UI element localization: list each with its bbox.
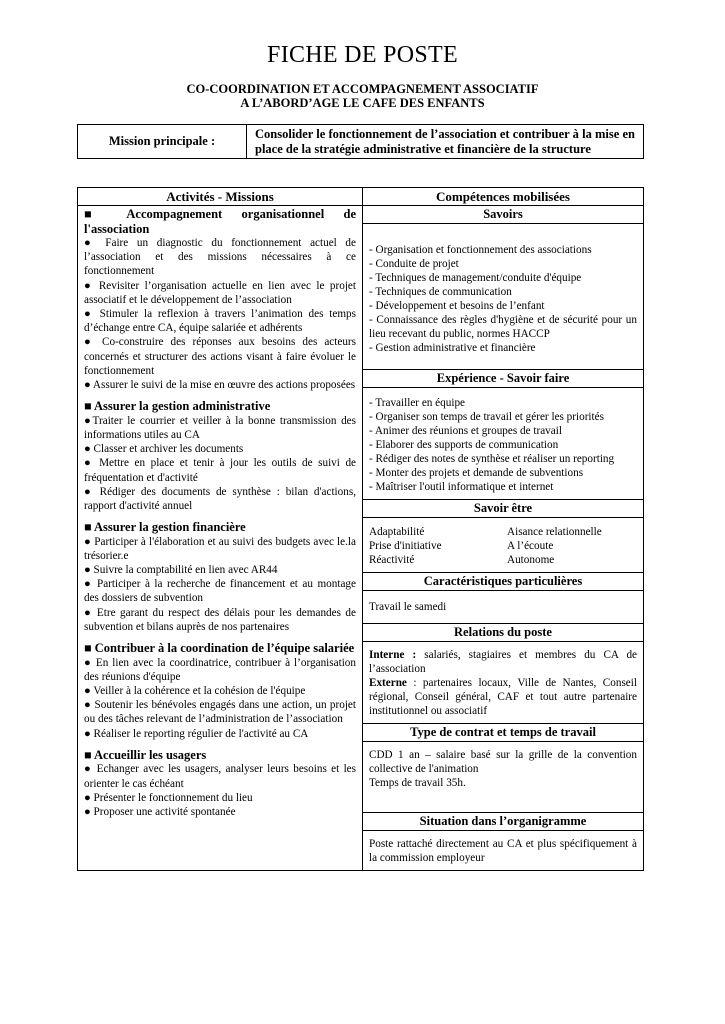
- savoir-etre-grid: [363, 518, 643, 572]
- competences-header: Compétences mobilisées: [363, 188, 643, 206]
- relations-externe: [369, 676, 637, 718]
- contrat-line: CDD 1 an – salaire basé sur la grille de la convention collective de l'animation: [369, 749, 637, 775]
- activity-item: ● Rédiger des documents de synthèse : bilan d'actions, rapport d'activité annuel: [84, 485, 356, 512]
- organigramme-header: Situation dans l’organigramme: [363, 812, 643, 831]
- mission-value: Consolider le fonctionnement de l’association et contribuer à la mise en place de la stratégie administrative et financière de la structure: [247, 125, 644, 159]
- activity-item: ● Participer à la recherche de financement et au montage des dossiers de subvention: [84, 578, 356, 605]
- activity-item: ● Soutenir les bénévoles engagés dans une action, un projet ou des tâches relevant de l’administration de l’association: [84, 699, 356, 726]
- activity-section: [84, 207, 356, 392]
- externe-text: : partenaires locaux, Ville de Nantes, Conseil régional, Conseil général, CAF et tout autre partenaire institutionnel ou associatif: [369, 677, 637, 717]
- savoirs-list: [363, 224, 643, 369]
- activity-item: ● Faire un diagnostic du fonctionnement actuel de l’association et des missions nécessaires à ce fonctionnement: [84, 237, 356, 278]
- activity-item: ● En lien avec la coordinatrice, contribuer à l’organisation des réunions d'équipe: [84, 656, 356, 683]
- experience-item: - Monter des projets et demande de subventions: [369, 467, 584, 479]
- activity-item: ● Réaliser le reporting régulier de l'activité au CA: [84, 727, 309, 740]
- activity-item: ● Suivre la comptabilité en lien avec AR44: [84, 564, 278, 577]
- relations-interne: [369, 648, 637, 676]
- mission-label: Mission principale :: [78, 125, 247, 159]
- experience-list: [363, 388, 643, 499]
- experience-item: - Rédiger des notes de synthèse et réaliser un reporting: [369, 453, 615, 465]
- savoir-etre-item: Prise d'initiative: [369, 540, 442, 552]
- activity-item: ● Echanger avec les usagers, analyser leurs besoins et les orienter le cas échéant: [84, 763, 356, 790]
- activity-section: [84, 641, 356, 741]
- activity-item: ● Veiller à la cohérence et la cohésion de l'équipe: [84, 684, 306, 697]
- savoir-etre-item: Aisance relationnelle: [507, 526, 602, 538]
- page-title: FICHE DE POSTE: [267, 42, 458, 68]
- savoir-etre-item: Autonome: [507, 554, 555, 566]
- page-subtitle: [0, 82, 725, 110]
- activities-header: Activités - Missions: [78, 188, 362, 206]
- main-table: [77, 187, 644, 871]
- experience-item: - Organiser son temps de travail et gérer les priorités: [369, 411, 604, 423]
- savoirs-header: Savoirs: [363, 206, 643, 224]
- activity-item: ● Participer à l'élaboration et au suivi des budgets avec le.la trésorier.e: [84, 535, 356, 562]
- externe-label: Externe: [369, 677, 407, 689]
- savoir-etre-item: A l’écoute: [507, 540, 554, 552]
- experience-item: - Maîtriser l'outil informatique et internet: [369, 481, 554, 493]
- activity-item: ● Revisiter l’organisation actuelle en lien avec le projet associatif et le développement de l’association: [84, 279, 356, 306]
- savoir-etre-item: Adaptabilité: [369, 526, 425, 538]
- subtitle-line-2: A L’ABORD’AGE LE CAFE DES ENFANTS: [240, 96, 485, 110]
- savoir-etre-item: Réactivité: [369, 554, 415, 566]
- interne-label: Interne :: [369, 649, 417, 661]
- contrat-header: Type de contrat et temps de travail: [363, 723, 643, 742]
- competences-body: [363, 206, 643, 870]
- activity-item: ● Présenter le fonctionnement du lieu: [84, 791, 253, 804]
- competences-column: [363, 188, 644, 871]
- activity-item: ● Proposer une activité spontanée: [84, 805, 236, 818]
- activity-item: ● Classer et archiver les documents: [84, 443, 244, 456]
- contrat-body: [363, 742, 643, 812]
- activity-item: ●Traiter le courrier et veiller à la bonne transmission des informations utiles au CA: [84, 414, 356, 441]
- savoir-item: - Conduite de projet: [369, 258, 459, 270]
- caracteristiques-header: Caractéristiques particulières: [363, 572, 643, 591]
- relations-header: Relations du poste: [363, 623, 643, 642]
- activity-section-title: ■ Assurer la gestion administrative: [84, 399, 271, 414]
- activity-item: ● Mettre en place et tenir à jour les outils de suivi de fréquentation et d'activité: [84, 457, 356, 484]
- caracteristiques-text: Travail le samedi: [369, 601, 447, 613]
- mission-table: [77, 124, 644, 159]
- savoir-item: - Connaissance des règles d'hygiène et de sécurité pour un lieu recevant du public, normes HACCP: [369, 314, 637, 340]
- relations-body: [363, 642, 643, 723]
- contrat-line: Temps de travail 35h.: [369, 777, 466, 789]
- interne-text: salariés, stagiaires et membres du CA de l’association: [369, 649, 637, 675]
- savoir-item: - Développement et besoins de l’enfant: [369, 300, 545, 312]
- activity-item: ● Stimuler la reflexion à travers l’animation des temps d’échange entre CA, équipe salariée et adhérents: [84, 308, 356, 335]
- activities-body: [78, 207, 362, 827]
- experience-item: - Travailler en équipe: [369, 397, 465, 409]
- activity-item: ● Assurer le suivi de la mise en œuvre des actions proposées: [84, 379, 356, 392]
- activity-section-title: ■ Assurer la gestion financière: [84, 520, 246, 535]
- activity-section-title: ■ Accompagnement organisationnel de l'association: [84, 207, 356, 236]
- experience-header: Expérience - Savoir faire: [363, 369, 643, 388]
- experience-item: - Animer des réunions et groupes de travail: [369, 425, 562, 437]
- savoir-etre-header: Savoir être: [363, 499, 643, 518]
- activity-section-title: ■ Contribuer à la coordination de l’équipe salariée: [84, 641, 355, 656]
- organigramme-text: Poste rattaché directement au CA et plus spécifiquement à la commission employeur: [369, 838, 637, 864]
- activity-section: [84, 748, 356, 819]
- experience-item: - Elaborer des supports de communication: [369, 439, 559, 451]
- activity-item: ● Etre garant du respect des délais pour les demandes de subvention et bilans auprès de nos partenaires: [84, 606, 356, 633]
- activity-section: [84, 399, 356, 513]
- subtitle-line-1: CO-COORDINATION ET ACCOMPAGNEMENT ASSOCIATIF: [186, 82, 539, 96]
- activity-item: ● Co-construire des réponses aux besoins des acteurs concernés et structurer des actions visant à faire évoluer le fonctionnement: [84, 336, 356, 377]
- savoir-item: - Organisation et fonctionnement des associations: [369, 244, 592, 256]
- savoir-item: - Techniques de communication: [369, 286, 512, 298]
- activities-column: [78, 188, 363, 871]
- activity-section: [84, 520, 356, 634]
- savoir-item: - Techniques de management/conduite d'équipe: [369, 272, 582, 284]
- savoir-item: - Gestion administrative et financière: [369, 342, 536, 354]
- activity-section-title: ■ Accueillir les usagers: [84, 747, 207, 762]
